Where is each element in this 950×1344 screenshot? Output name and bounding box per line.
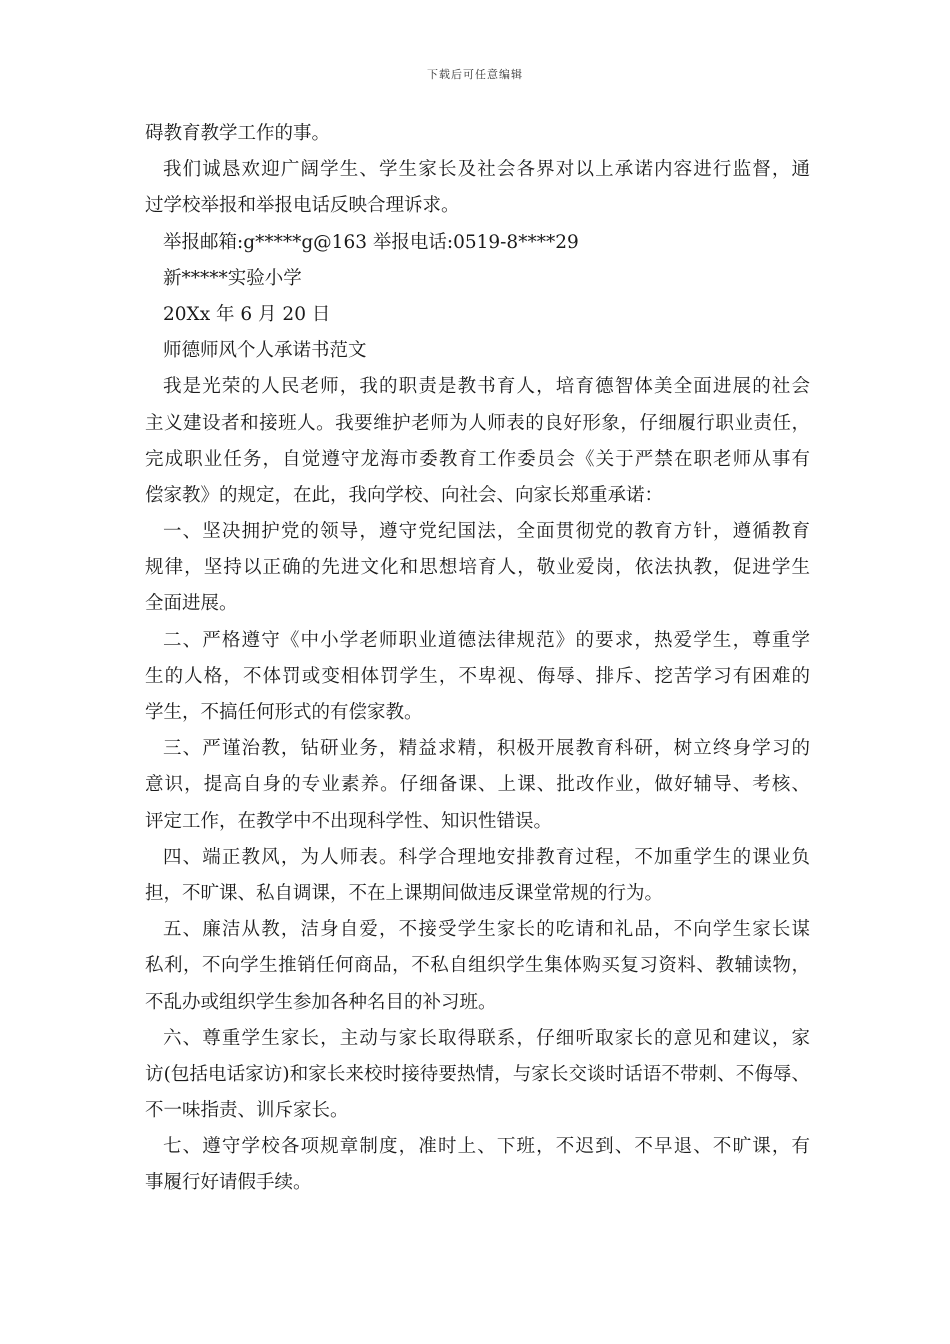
text-line: 我们诚恳欢迎广阔学生、学生家长及社会各界对以上承诺内容进行监督，通 [163,159,810,181]
text-line: 不一味指责、训斥家长。 [145,1100,349,1122]
text-line: 师德师风个人承诺书范文 [163,340,367,362]
text-line: 五、廉洁从教，洁身自爱，不接受学生家长的吃请和礼品，不向学生家长谋 [163,919,810,941]
text-line: 意识，提高自身的专业素养。仔细备课、上课、批改作业，做好辅导、考核、 [145,774,810,796]
text-line: 学生，不搞任何形式的有偿家教。 [145,702,423,723]
text-line: 三、严谨治教，钻研业务，精益求精，积极开展教育科研，树立终身学习的 [163,738,810,760]
text-line: 评定工作，在教学中不出现科学性、知识性错误。 [145,810,553,832]
text-line: 生的人格，不体罚或变相体罚学生，不卑视、侮辱、排斥、挖苦学习有困难的 [145,665,810,687]
text-line: 不乱办或组织学生参加各种名目的补习班。 [145,991,497,1013]
header-note: 下载后可任意编辑 [427,68,523,81]
text-line: 六、尊重学生家长，主动与家长取得联系，仔细听取家长的意见和建议，家 [163,1027,810,1049]
text-line: 规律，坚持以正确的先进文化和思想培育人，敬业爱岗，依法执教，促进学生 [145,557,810,579]
text-line: 碍教育教学工作的事。 [145,123,331,144]
text-line: 一、坚决拥护党的领导，遵守党纪国法，全面贯彻党的教育方针，遵循教育 [163,521,810,543]
text-line: 新*****实验小学 [163,267,302,289]
document-body [145,116,810,1202]
text-line: 我是光荣的人民老师，我的职责是教书育人，培育德智体美全面进展的社会 [163,376,810,398]
text-line: 全面进展。 [145,593,238,615]
text-line: 七、遵守学校各项规章制度，准时上、下班，不迟到、不早退、不旷课，有 [163,1136,810,1158]
text-line: 偿家教》的规定，在此，我向学校、向社会、向家长郑重承诺： [145,484,664,506]
text-line: 20Xx 年 6 月 20 日 [163,303,331,325]
text-line: 主义建设者和接班人。我要维护老师为人师表的良好形象，仔细履行职业责任， [145,412,810,434]
text-line: 事履行好请假手续。 [145,1172,312,1194]
text-line: 四、端正教风，为人师表。科学合理地安排教育过程，不加重学生的课业负 [163,846,810,868]
text-line: 举报邮箱:g*****g@163 举报电话:0519-8****29 [163,231,579,253]
text-line: 二、严格遵守《中小学老师职业道德法律规范》的要求，热爱学生，尊重学 [163,629,810,651]
text-line: 担，不旷课、私自调课，不在上课期间做违反课堂常规的行为。 [145,882,664,904]
text-line: 完成职业任务，自觉遵守龙海市委教育工作委员会《关于严禁在职老师从事有 [145,448,810,470]
text-line: 访(包括电话家访)和家长来校时接待要热情，与家长交谈时话语不带刺、不侮辱、 [145,1063,810,1085]
text-line: 私利，不向学生推销任何商品，不私自组织学生集体购买复习资料、教辅读物， [145,955,810,977]
text-line: 过学校举报和举报电话反映合理诉求。 [145,195,460,217]
